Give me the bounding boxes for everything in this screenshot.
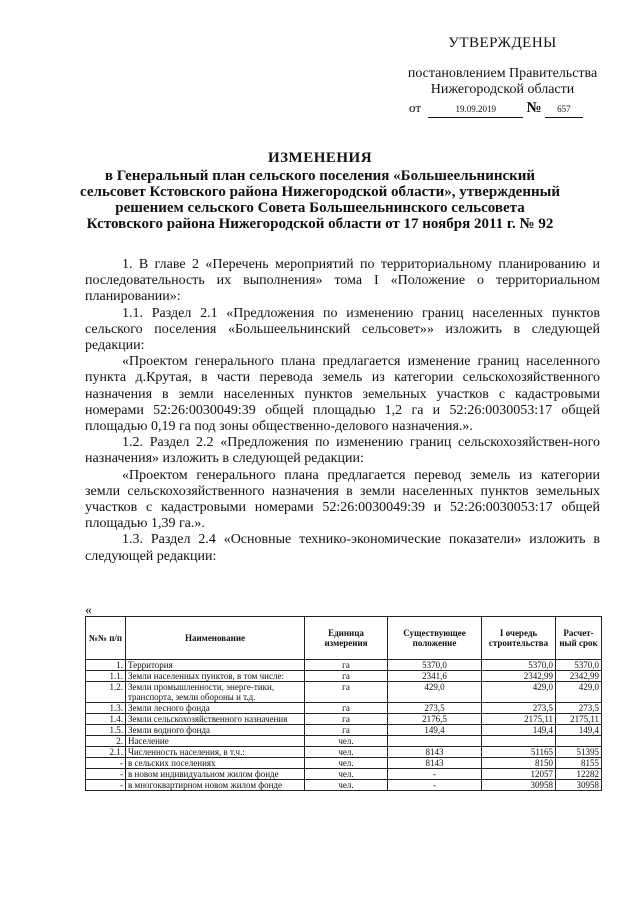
row-number: 1.4. bbox=[86, 714, 126, 725]
row-existing: 8143 bbox=[388, 747, 482, 758]
approval-date: 19.09.2019 bbox=[428, 102, 523, 118]
row-first-stage bbox=[482, 736, 556, 747]
row-first-stage: 2175,11 bbox=[482, 714, 556, 725]
row-unit: га bbox=[305, 682, 388, 703]
row-existing: 273,5 bbox=[388, 703, 482, 714]
row-name: Территория bbox=[126, 660, 305, 671]
header-first-stage: I очередь строительства bbox=[482, 617, 556, 660]
row-number: 2.1. bbox=[86, 747, 126, 758]
row-number: 1.1. bbox=[86, 671, 126, 682]
row-existing: - bbox=[388, 769, 482, 780]
from-label: от bbox=[409, 100, 422, 115]
row-estimated: 2342,99 bbox=[556, 671, 602, 682]
row-first-stage: 2342,99 bbox=[482, 671, 556, 682]
row-existing: 429,0 bbox=[388, 682, 482, 703]
row-number: 1.5. bbox=[86, 725, 126, 736]
row-first-stage: 8150 bbox=[482, 758, 556, 769]
number-label: № bbox=[526, 100, 542, 116]
quote-open: « bbox=[85, 603, 92, 618]
row-unit: чел. bbox=[305, 758, 388, 769]
row-unit: га bbox=[305, 725, 388, 736]
row-unit: чел. bbox=[305, 780, 388, 791]
header-existing: Существующее положение bbox=[388, 617, 482, 660]
row-estimated bbox=[556, 736, 602, 747]
table-row bbox=[86, 671, 602, 682]
table-row bbox=[86, 747, 602, 758]
document-body bbox=[85, 257, 600, 565]
row-estimated: 149,4 bbox=[556, 725, 602, 736]
row-first-stage: 12057 bbox=[482, 769, 556, 780]
row-name: в новом индивидуальном жилом фонде bbox=[126, 769, 305, 780]
row-number: - bbox=[86, 758, 126, 769]
row-number: 1.3. bbox=[86, 703, 126, 714]
title-heading: ИЗМЕНЕНИЯ bbox=[267, 150, 373, 166]
row-estimated: 273,5 bbox=[556, 703, 602, 714]
paragraph-1: 1. В главе 2 «Перечень мероприятий по территориальному планированию и последовательность их выполнения» тома I «Положение о территориальном планировании»: bbox=[85, 257, 600, 305]
paragraph-1-2: 1.2. Раздел 2.2 «Предложения по изменению границ сельскохозяйствен-ного назначения» изложить в следующей редакции: bbox=[85, 435, 600, 467]
row-unit: га bbox=[305, 660, 388, 671]
row-first-stage: 429,0 bbox=[482, 682, 556, 703]
row-existing: 5370,0 bbox=[388, 660, 482, 671]
row-first-stage: 51165 bbox=[482, 747, 556, 758]
document-title bbox=[80, 150, 560, 232]
row-first-stage: 149,4 bbox=[482, 725, 556, 736]
row-estimated: 12282 bbox=[556, 769, 602, 780]
row-name: Земли водного фонда bbox=[126, 725, 305, 736]
row-number: - bbox=[86, 780, 126, 791]
row-first-stage: 30958 bbox=[482, 780, 556, 791]
approval-header: УТВЕРЖДЕНЫ bbox=[448, 35, 557, 51]
row-name: Численность населения, в т.ч.: bbox=[126, 747, 305, 758]
header-unit: Единица измерения bbox=[305, 617, 388, 660]
row-existing: 8143 bbox=[388, 758, 482, 769]
paragraph-quote-1: «Проектом генерального плана предлагается изменение границ населенного пункта д.Крутая, в части перевода земель из категории сельскохозяйственного назначения в земли населенных пунктов земельных участков с кадастровыми номерами 52:26:0030049:39 общей площадью 1,2 га и 52:26:0030053:17 общей площадью 0,19 га под зоны общественно-делового назначения.». bbox=[85, 354, 600, 435]
row-number: 1. bbox=[86, 660, 126, 671]
table-row bbox=[86, 780, 602, 791]
row-first-stage: 5370,0 bbox=[482, 660, 556, 671]
table-row bbox=[86, 758, 602, 769]
row-unit: чел. bbox=[305, 747, 388, 758]
row-estimated: 51395 bbox=[556, 747, 602, 758]
table-row bbox=[86, 660, 602, 671]
row-estimated: 5370,0 bbox=[556, 660, 602, 671]
row-existing: - bbox=[388, 780, 482, 791]
row-unit: чел. bbox=[305, 736, 388, 747]
row-name: Земли населенных пунктов, в том числе: bbox=[126, 671, 305, 682]
paragraph-quote-2: «Проектом генерального плана предлагается перевод земель из категории земли сельскохозяйственного назначения в земли населенных пунктов земельных участков с кадастровыми номерами 52:26:0030049:39 и 52:26:0030053:17 общей площадью 1,39 га.». bbox=[85, 467, 600, 532]
approval-line-2: Нижегородской области bbox=[430, 82, 575, 97]
row-first-stage: 273,5 bbox=[482, 703, 556, 714]
table-row bbox=[86, 682, 602, 703]
row-unit: га bbox=[305, 714, 388, 725]
row-existing: 2341,6 bbox=[388, 671, 482, 682]
row-estimated: 429,0 bbox=[556, 682, 602, 703]
row-number: - bbox=[86, 769, 126, 780]
paragraph-1-3: 1.3. Раздел 2.4 «Основные технико-экономические показатели» изложить в следующей редакции: bbox=[85, 532, 600, 564]
row-estimated: 30958 bbox=[556, 780, 602, 791]
row-number: 2. bbox=[86, 736, 126, 747]
row-name: Земли сельскохозяйственного назначения bbox=[126, 714, 305, 725]
row-existing: 2176,5 bbox=[388, 714, 482, 725]
row-name: в сельских поселениях bbox=[126, 758, 305, 769]
row-unit: га bbox=[305, 703, 388, 714]
row-existing: 149,4 bbox=[388, 725, 482, 736]
table-row bbox=[86, 736, 602, 747]
header-name: Наименование bbox=[126, 617, 305, 660]
row-existing bbox=[388, 736, 482, 747]
row-name: Земли промышленности, энерге-тики, транспорта, земли обороны и т.д. bbox=[126, 682, 305, 703]
table-row bbox=[86, 725, 602, 736]
row-estimated: 2175,11 bbox=[556, 714, 602, 725]
row-name: Население bbox=[126, 736, 305, 747]
approval-line-1: постановлением Правительства bbox=[407, 66, 598, 81]
row-number: 1.2. bbox=[86, 682, 126, 703]
approval-date-line bbox=[395, 100, 610, 118]
table-row bbox=[86, 769, 602, 780]
row-name: в многоквартирном новом жилом фонде bbox=[126, 780, 305, 791]
row-name: Земли лесного фонда bbox=[126, 703, 305, 714]
header-estimated: Расчет-ный срок bbox=[556, 617, 602, 660]
header-number: №№ п/п bbox=[86, 617, 126, 660]
approval-number: 657 bbox=[545, 102, 583, 118]
row-unit: чел. bbox=[305, 769, 388, 780]
title-subtitle: в Генеральный план сельского поселения «Большеельнинский сельсовет Кстовского района Нижегородской области», утвержденный решением сельского Совета Большеельнинского сельсовета Кстовского района Нижегородской области от 17 ноября 2011 г. № 92 bbox=[80, 168, 560, 232]
row-unit: га bbox=[305, 671, 388, 682]
table-header-row bbox=[86, 617, 602, 660]
row-estimated: 8155 bbox=[556, 758, 602, 769]
table-row bbox=[86, 703, 602, 714]
table-row bbox=[86, 714, 602, 725]
indicators-table bbox=[85, 616, 602, 791]
paragraph-1-1: 1.1. Раздел 2.1 «Предложения по изменению границ населенных пунктов сельского поселения «Большеельнинский сельсовет»» изложить в следующей редакции: bbox=[85, 305, 600, 354]
